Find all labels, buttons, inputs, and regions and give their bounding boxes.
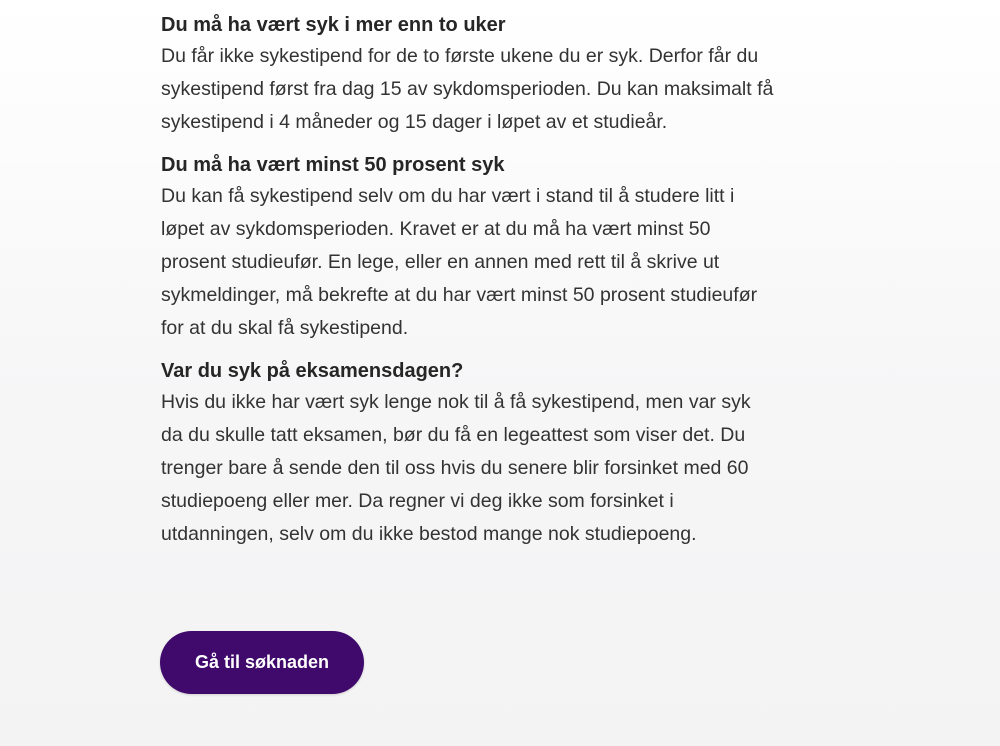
- paragraph-line: Du kan få sykestipend selv om du har vært i stand til å studere litt i: [161, 185, 735, 207]
- section-heading: Du må ha vært syk i mer enn to uker: [161, 14, 506, 36]
- go-to-application-button[interactable]: Gå til søknaden: [160, 631, 364, 694]
- section-sick-more-than-two-weeks: [161, 11, 851, 139]
- paragraph-line: sykmeldinger, må bekrefte at du har vært minst 50 prosent studieufør: [161, 284, 758, 306]
- paragraph-line: studiepoeng eller mer. Da regner vi deg ikke som forsinket i: [161, 490, 674, 512]
- section-paragraph: [161, 386, 851, 551]
- section-heading: Du må ha vært minst 50 prosent syk: [161, 154, 505, 176]
- paragraph-line: Du får ikke sykestipend for de to første ukene du er syk. Derfor får du: [161, 45, 759, 67]
- paragraph-line: sykestipend i 4 måneder og 15 dager i løpet av et studieår.: [161, 111, 668, 133]
- section-heading: Var du syk på eksamensdagen?: [161, 360, 464, 382]
- paragraph-line: for at du skal få sykestipend.: [161, 317, 409, 339]
- paragraph-line: løpet av sykdomsperioden. Kravet er at du må ha vært minst 50: [161, 218, 711, 240]
- paragraph-line: prosent studieufør. En lege, eller en annen med rett til å skrive ut: [161, 251, 720, 273]
- article-content: [161, 11, 851, 563]
- paragraph-line: trenger bare å sende den til oss hvis du senere blir forsinket med 60: [161, 457, 749, 479]
- section-at-least-50-percent-sick: [161, 151, 851, 345]
- paragraph-line: sykestipend først fra dag 15 av sykdomsperioden. Du kan maksimalt få: [161, 78, 774, 100]
- section-paragraph: [161, 40, 851, 139]
- paragraph-line: da du skulle tatt eksamen, bør du få en legeattest som viser det. Du: [161, 424, 746, 446]
- section-sick-on-exam-day: [161, 357, 851, 551]
- paragraph-line: utdanningen, selv om du ikke bestod mange nok studiepoeng.: [161, 523, 697, 545]
- paragraph-line: Hvis du ikke har vært syk lenge nok til å få sykestipend, men var syk: [161, 391, 751, 413]
- section-paragraph: [161, 180, 851, 345]
